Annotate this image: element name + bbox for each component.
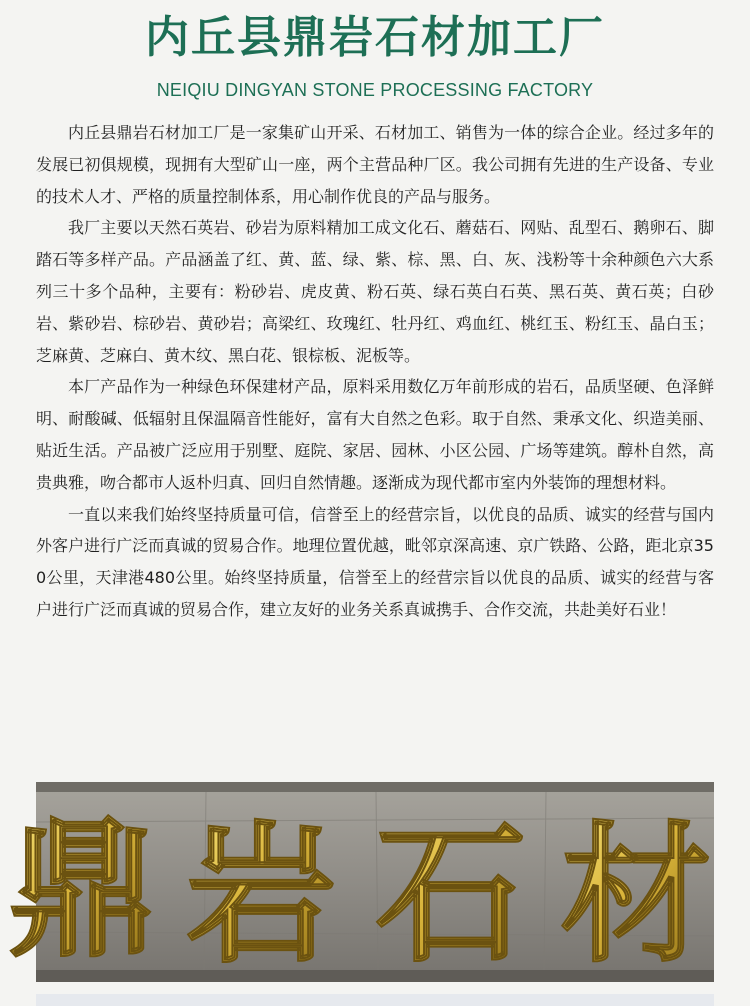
- page-title: 内丘县鼎岩石材加工厂: [145, 12, 605, 63]
- next-image-edge: [36, 994, 714, 1006]
- sign-char-2: 岩: [186, 807, 337, 983]
- paragraph-products: 我厂主要以天然石英岩、砂岩为原料精加工成文化石、蘑菇石、网贴、乱型石、鹅卵石、脚踏石等多样产品。产品涵盖了红、黄、蓝、绿、紫、棕、黑、白、灰、浅粉等十余种颜色六大系列三十多个品种，主要有：粉砂岩、虎皮黄、粉石英、绿石英白石英、黑石英、黄石英；白砂岩、紫砂岩、棕砂岩、黄砂岩；高梁红、玫瑰红、牡丹红、鸡血红、桃红玉、粉红玉、晶白玉；芝麻黄、芝麻白、黄木纹、黑白花、银棕板、泥板等。: [36, 218, 714, 365]
- paragraph-company-overview: 内丘县鼎岩石材加工厂是一家集矿山开采、石材加工、销售为一体的综合企业。经过多年的发展已初俱规模，现拥有大型矿山一座，两个主营品种厂区。我公司拥有先进的生产设备、专业的技术人才、严格的质量控制体系，用心制作优良的产品与服务。: [36, 123, 714, 206]
- sign-char-1: 鼎: [8, 802, 159, 978]
- sign-char-4: 材: [561, 807, 712, 983]
- page-subtitle: NEIQIU DINGYAN STONE PROCESSING FACTORY: [156, 80, 594, 100]
- sign-char-3: 石: [376, 807, 527, 983]
- intro-text: [36, 117, 714, 626]
- stone-wall-sign-image: [8, 782, 714, 983]
- company-sign-photo: [8, 782, 714, 983]
- paragraph-business-philosophy: 一直以来我们始终坚持质量可信，信誉至上的经营宗旨，以优良的品质、诚实的经营与国内外客户进行广泛而真诚的贸易合作。地理位置优越，毗邻京深高速、京广铁路、公路，距北京350公里，天津港480公里。始终坚持质量，信誉至上的经营宗旨以优良的品质、诚实的经营与客户进行广泛而真诚的贸易合作，建立友好的业务关系真诚携手、合作交流，共赴美好石业！: [36, 504, 714, 619]
- paragraph-product-features: 本厂产品作为一种绿色环保建材产品，原料采用数亿万年前形成的岩石，品质坚硬、色泽鲜明、耐酸碱、低辐射且保温隔音性能好，富有大自然之色彩。取于自然、秉承文化、织造美丽、贴近生活。产品被广泛应用于别墅、庭院、家居、园林、小区公园、广场等建筑。醇朴自然，高贵典雅，吻合都市人返朴归真、回归自然情趣。逐渐成为现代都市室内外装饰的理想材料。: [36, 377, 714, 492]
